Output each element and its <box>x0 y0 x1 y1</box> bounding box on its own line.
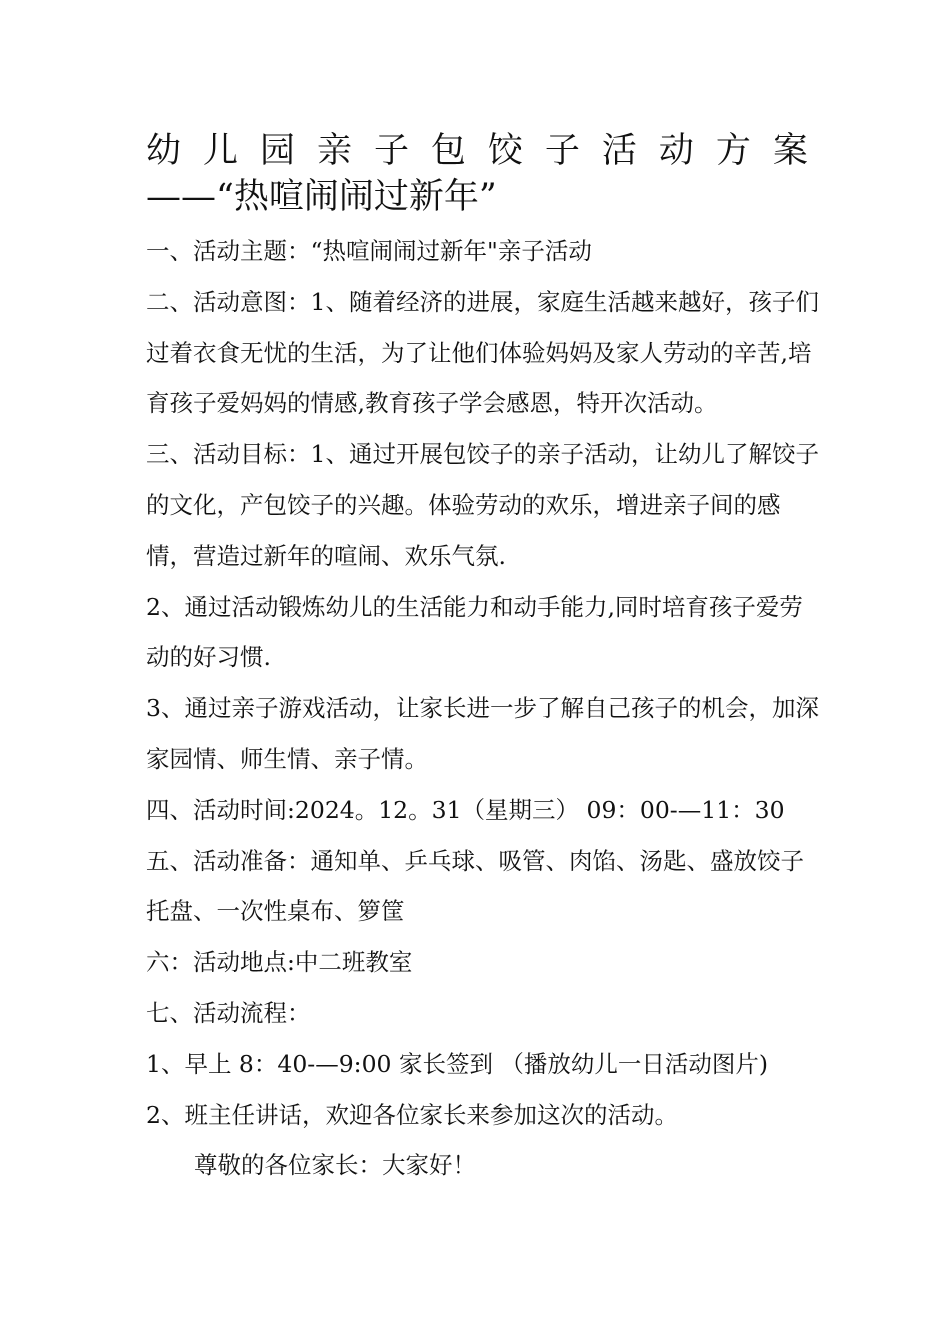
title-char: 儿 <box>202 131 238 171</box>
paragraph-greeting: 尊敬的各位家长：大家好！ <box>194 1151 476 1180</box>
paragraph-goal-3: 3、通过亲子游戏活动，让家长进一步了解自己孩子的机会，加深家园情、师生情、亲子情。 <box>146 694 819 773</box>
title-char: 亲 <box>316 131 352 171</box>
document-body <box>146 226 826 1191</box>
title-char: 园 <box>259 131 295 171</box>
paragraph-process-step-1: 1、早上 8：40-—9:00 家长签到 （播放幼儿一日活动图片) <box>146 1049 769 1078</box>
title-char: 方 <box>715 131 751 171</box>
paragraph-theme: 一、活动主题：“热喧闹闹过新年"亲子活动 <box>146 237 592 265</box>
paragraph-intent: 二、活动意图：1、随着经济的进展，家庭生活越来越好，孩子们过着衣食无忧的生活，为了让他们体验妈妈及家人劳动的辛苦,培育孩子爱妈妈的情感,教育孩子学会感恩，特开次活动。 <box>146 287 819 418</box>
title-char: 案 <box>772 131 808 171</box>
title-char: 幼 <box>146 131 182 171</box>
paragraph-goal-1: 三、活动目标：1、通过开展包饺子的亲子活动，让幼儿了解饺子的文化，产包饺子的兴趣。体验劳动的欢乐，增进亲子间的感情，营造过新年的喧闹、欢乐气氛. <box>146 440 819 570</box>
paragraph-process-step-2: 2、班主任讲话，欢迎各位家长来参加这次的活动。 <box>146 1100 678 1129</box>
title-char: 包 <box>430 131 466 171</box>
title-char: 饺 <box>487 131 523 171</box>
paragraph-goal-2: 2、通过活动锻炼幼儿的生活能力和动手能力,同时培育孩子爱劳动的好习惯. <box>146 592 803 672</box>
title-line-1 <box>146 128 808 174</box>
paragraph-process-heading: 七、活动流程： <box>146 998 311 1027</box>
title-char: 活 <box>601 131 637 171</box>
paragraph-location: 六：活动地点:中二班教室 <box>146 948 413 977</box>
document-page <box>146 128 826 1191</box>
paragraph-preparation: 五、活动准备：通知单、乒乓球、吸管、肉馅、汤匙、盛放饺子托盘、一次性桌布、箩筐 <box>146 846 804 926</box>
title-line-2: ——“热喧闹闹过新年” <box>146 177 497 217</box>
title-char: 子 <box>544 131 580 171</box>
title-char: 动 <box>658 131 694 171</box>
title-char: 子 <box>373 131 409 171</box>
paragraph-time: 四、活动时间:2024。12。31（星期三） 09：00-—11：30 <box>146 795 785 824</box>
document-title <box>146 128 826 220</box>
